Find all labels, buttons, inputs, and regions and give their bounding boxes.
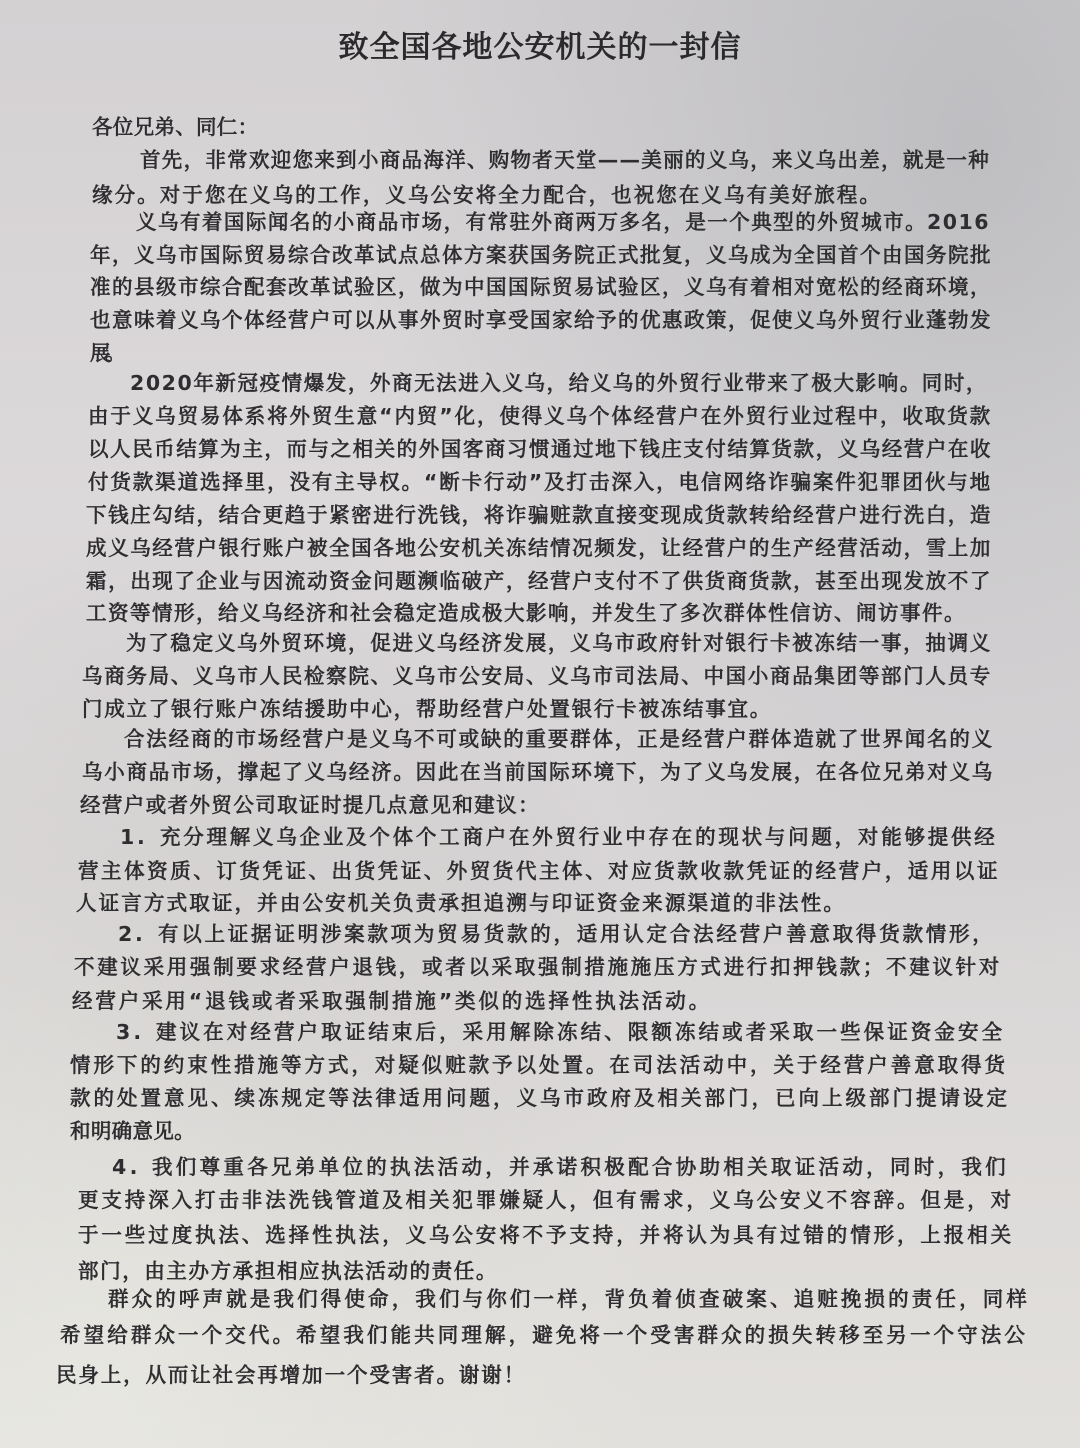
line-text: 缘分。对于您在义乌的工作，义乌公安将全力配合，也祝您在义乌有美好旅程。 xyxy=(92,183,882,207)
line-text: 建议在对经营户取证结束后，采用解除冻结、限额冻结或者采取一些保证资金安全 xyxy=(156,1020,1006,1044)
line-text: 和明确意见。 xyxy=(70,1119,195,1143)
line-text: 年，义乌市国际贸易综合改革试点总体方案获国务院正式批复，义乌成为全国首个由国务院批 xyxy=(90,243,992,267)
line-text: 我们尊重各兄弟单位的执法活动，并承诺积极配合协助相关取证活动，同时，我们 xyxy=(152,1155,1009,1179)
line-text: 乌小商品市场，撑起了义乌经济。因此在当前国际环境下，为了义乌发展，在各位兄弟对义乌 xyxy=(82,760,994,784)
line-text: 经营户采用“退钱或者采取强制措施”类似的选择性执法活动。 xyxy=(72,989,712,1013)
item-number: 4. xyxy=(112,1155,141,1179)
body-text-line xyxy=(86,531,992,561)
line-text: 霜，出现了企业与因流动资金问题濒临破产，经营户支付不了供货商货款，甚至出现发放不了 xyxy=(86,569,992,593)
item-number: 2. xyxy=(118,922,146,946)
line-text: 付货款渠道选择里，没有主导权。“断卡行动”及打击深入，电信网络诈骗案件犯罪团伙与地 xyxy=(88,470,992,494)
item-number: 3. xyxy=(116,1020,145,1044)
salutation: 各位兄弟、同仁： xyxy=(92,115,259,139)
body-text-line xyxy=(90,303,992,333)
body-text-line xyxy=(90,270,992,300)
numbered-item-line xyxy=(116,1015,1005,1045)
body-text-line xyxy=(86,596,966,626)
line-text: 以人民币结算为主，而与之相关的外国客商习惯通过地下钱庄支付结算货款，义乌经营户在收 xyxy=(88,437,992,461)
body-text-line xyxy=(88,465,992,495)
body-text-line xyxy=(90,238,992,268)
line-text: 部门，由主办方承担相应执法活动的责任。 xyxy=(78,1259,498,1283)
line-text: 工资等情形，给义乌经济和社会稳定造成极大影响，并发生了多次群体性信访、闹访事件。 xyxy=(86,601,966,625)
body-text-line xyxy=(78,854,1000,884)
line-text: 下钱庄勾结，结合更趋于紧密进行洗钱，将诈骗赃款直接变现成货款转给经营户进行洗白，造 xyxy=(86,503,992,527)
line-text: 展。 xyxy=(90,341,120,365)
body-text-line xyxy=(78,1254,498,1284)
body-text-line xyxy=(82,659,992,689)
line-text: 成义乌经营户银行账户被全国各地公安机关冻结情况频发，让经营户的生产经营活动，雪上加 xyxy=(86,536,992,560)
line-text: 义乌有着国际闻名的小商品市场，有常驻外商两万多名，是一个典型的外贸城市。2016 xyxy=(136,210,990,234)
numbered-item-line xyxy=(112,1150,1009,1180)
line-text: 营主体资质、订货凭证、出货凭证、外贸货代主体、对应货款收款凭证的经营户，适用以证 xyxy=(78,859,1000,883)
item-number: 1. xyxy=(120,825,148,849)
line-text: 门成立了银行账户冻结援助中心，帮助经营户处置银行卡被冻结事宜。 xyxy=(82,697,772,721)
body-text-line xyxy=(82,692,772,722)
body-text-line xyxy=(70,1048,1008,1078)
line-text: 经营户或者外贸公司取证时提几点意见和建议： xyxy=(80,793,540,817)
body-text-line xyxy=(130,366,988,396)
body-text-line xyxy=(70,1114,195,1144)
line-text: 更支持深入打击非法洗钱管道及相关犯罪嫌疑人，但有需求，义乌公安义不容辞。但是，对 xyxy=(78,1188,1014,1212)
line-text: 群众的呼声就是我们得使命，我们与你们一样，背负着侦查破案、追赃挽损的责任，同样 xyxy=(108,1287,1030,1311)
numbered-item-line xyxy=(118,917,996,947)
line-text: 民身上，从而让社会再增加一个受害者。谢谢！ xyxy=(56,1363,526,1387)
line-text: 款的处置意见、续冻规定等法律适用问题，义乌市政府及相关部门，已向上级部门提请设定 xyxy=(70,1086,1010,1110)
numbered-item-line xyxy=(120,820,998,850)
body-text-line xyxy=(74,950,1002,980)
body-text-line xyxy=(90,336,120,366)
body-text-line xyxy=(56,1358,526,1388)
body-text-line xyxy=(86,498,992,528)
line-text: 情形下的约束性措施等方式，对疑似赃款予以处置。在司法活动中，关于经营户善意取得货 xyxy=(70,1053,1008,1077)
line-text: 由于义乌贸易体系将外贸生意“内贸”化，使得义乌个体经营户在外贸行业过程中，收取货款 xyxy=(88,404,992,428)
body-text-line xyxy=(60,1318,1028,1348)
body-text-line xyxy=(88,432,992,462)
body-text-line xyxy=(70,1081,1010,1111)
line-text: 为了稳定义乌外贸环境，促进义乌经济发展，义乌市政府针对银行卡被冻结一事，抽调义 xyxy=(126,631,992,655)
body-text-line xyxy=(72,984,712,1014)
body-text-line xyxy=(136,205,990,235)
body-text-line xyxy=(140,143,990,173)
line-text: 希望给群众一个交代。希望我们能共同理解，避免将一个受害群众的损失转移至另一个守法公 xyxy=(60,1323,1028,1347)
line-text: 准的县级市综合配套改革试验区，做为中国国际贸易试验区，义乌有着相对宽松的经商环境， xyxy=(90,275,992,299)
line-text: 不建议采用强制要求经营户退钱，或者以采取强制措施施压方式进行扣押钱款；不建议针对 xyxy=(74,955,1002,979)
line-text: 有以上证据证明涉案款项为贸易货款的，适用认定合法经营户善意取得货款情形， xyxy=(158,922,996,946)
line-text: 于一些过度执法、选择性执法，义乌公安将不予支持，并将认为具有过错的情形，上报相关 xyxy=(78,1223,1014,1247)
body-text-line xyxy=(88,399,992,429)
body-text-line xyxy=(92,178,882,208)
body-text-line xyxy=(108,1282,1030,1312)
line-text: 人证言方式取证，并由公安机关负责承担追溯与印证资金来源渠道的非法性。 xyxy=(76,891,846,915)
body-text-line xyxy=(78,1218,1014,1248)
body-text-line xyxy=(82,755,994,785)
letter-title: 致全国各地公安机关的一封信 xyxy=(338,30,742,65)
body-text-line xyxy=(126,626,992,656)
line-text: 乌商务局、义乌市人民检察院、义乌市公安局、义乌市司法局、中国小商品集团等部门人员专 xyxy=(82,664,992,688)
line-text: 合法经商的市场经营户是义乌不可或缺的重要群体，正是经营户群体造就了世界闻名的义 xyxy=(124,727,994,751)
line-text: 充分理解义乌企业及个体个工商户在外贸行业中存在的现状与问题，对能够提供经 xyxy=(160,825,998,849)
body-text-line xyxy=(78,1183,1014,1213)
body-text-line xyxy=(80,788,540,818)
body-text-line xyxy=(76,886,846,916)
line-text: 也意味着义乌个体经营户可以从事外贸时享受国家给予的优惠政策，促使义乌外贸行业蓬勃发 xyxy=(90,308,992,332)
body-text-line xyxy=(86,564,992,594)
line-text: 首先，非常欢迎您来到小商品海洋、购物者天堂——美丽的义乌，来义乌出差，就是一种 xyxy=(140,148,990,172)
line-text: 2020年新冠疫情爆发，外商无法进入义乌，给义乌的外贸行业带来了极大影响。同时， xyxy=(130,371,988,395)
body-text-line xyxy=(124,722,994,752)
